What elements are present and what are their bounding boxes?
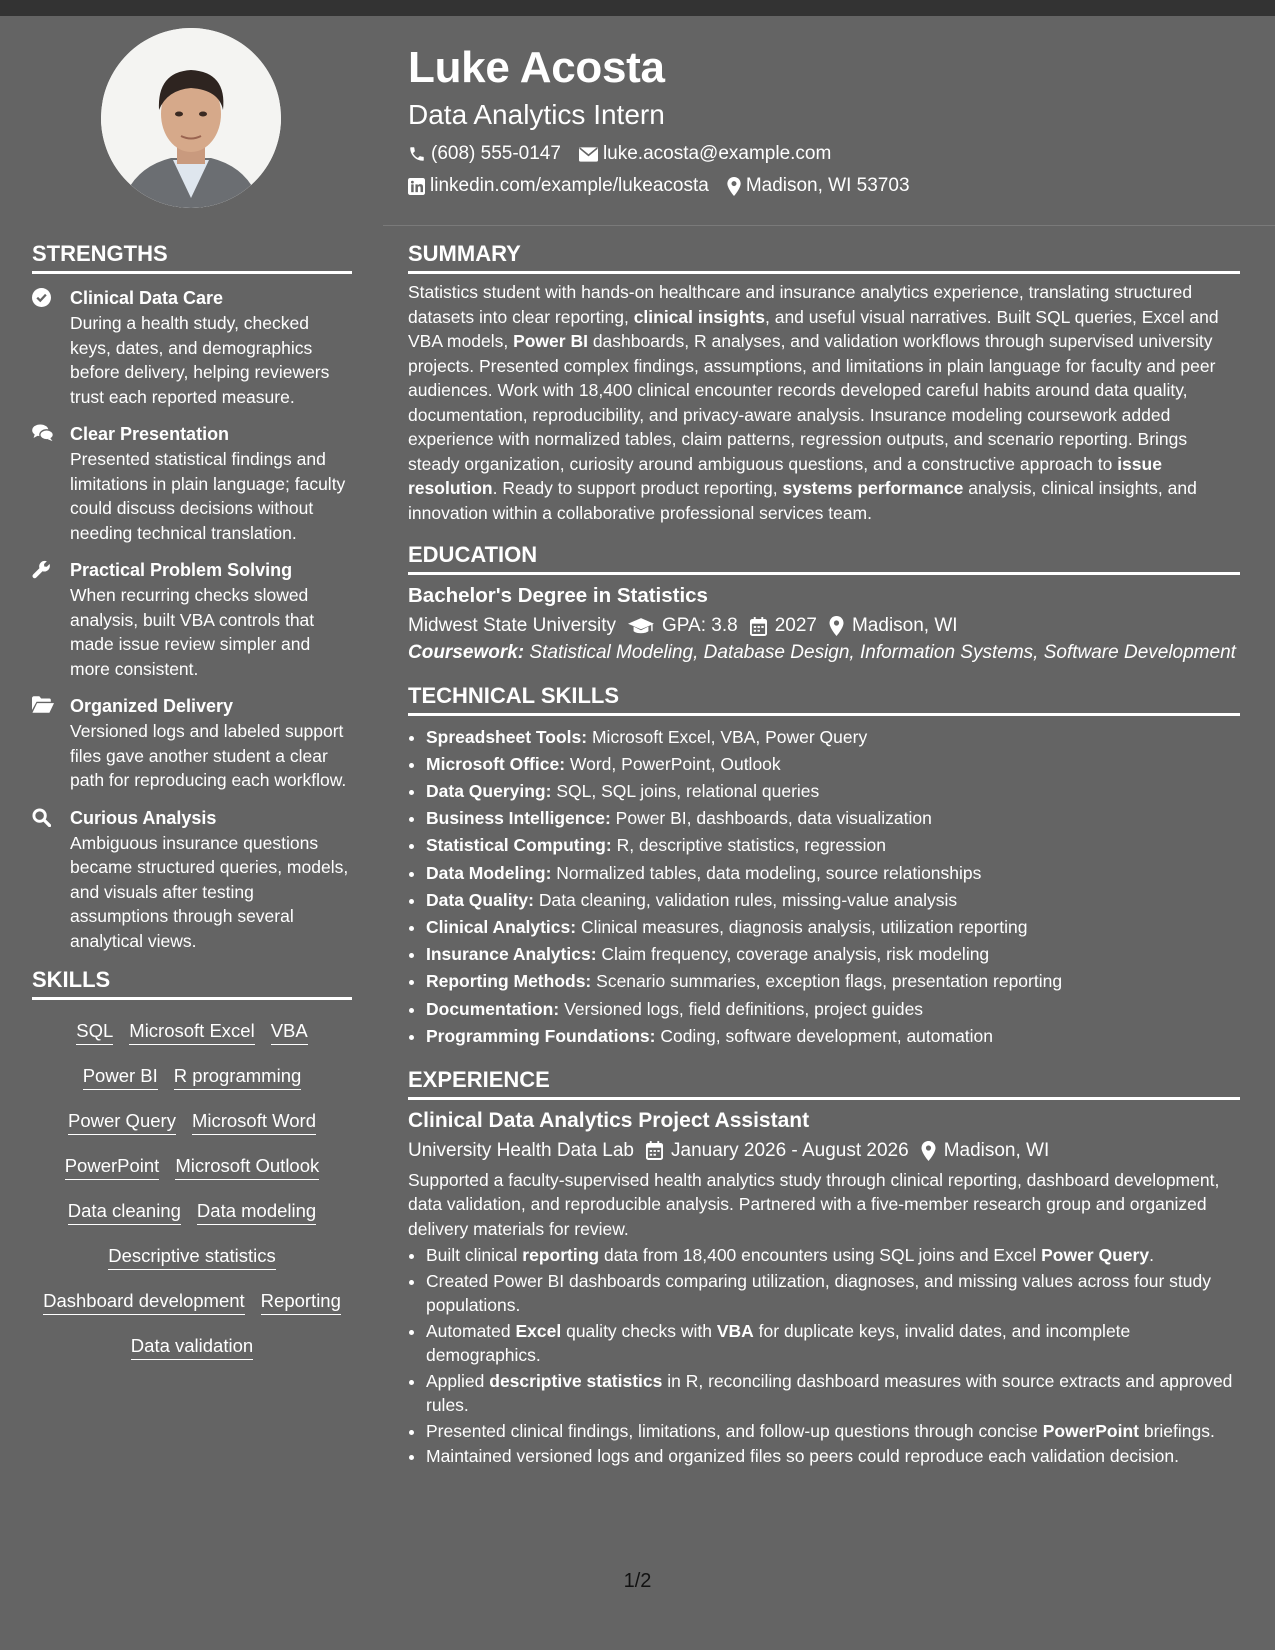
list-item: • Insurance Analytics: Claim frequency, coverage analysis, risk modeling (426, 941, 1240, 968)
list-item: • Built clinical reporting data from 18,400 encounters using SQL joins and Excel Power Query. (426, 1243, 1240, 1268)
calendar-icon (646, 1141, 663, 1160)
strength-desc: Presented statistical findings and limitations in plain language; faculty could discuss decisions without needing technical translation. (70, 449, 346, 543)
coursework-list: Statistical Modeling, Database Design, Information Systems, Software Development (529, 642, 1236, 663)
strength-title: Organized Delivery (70, 696, 234, 716)
strength-title: Practical Problem Solving (70, 560, 293, 580)
contact-row-1 (408, 138, 1238, 170)
summary-part: Statistics student with hands-on healthcare and insurance analytics experience, translating structured datasets into clear reporting, (408, 282, 1193, 327)
year-text: 2027 (774, 615, 817, 636)
strength-item (32, 558, 352, 681)
skill-tag: Reporting (261, 1289, 341, 1315)
skill-tag: Dashboard development (43, 1289, 245, 1315)
email-contact[interactable] (579, 138, 831, 170)
summary-keyword: Power BI (513, 331, 588, 351)
summary-keyword: clinical insights (633, 306, 765, 327)
envelope-icon (579, 147, 598, 162)
job-title: Clinical Data Analytics Project Assistant (408, 1108, 810, 1132)
coursework (408, 641, 1240, 666)
list-item: • Reporting Methods: Scenario summaries, exception flags, presentation reporting (426, 968, 1240, 995)
skills-section (32, 966, 352, 1370)
strength-title: Curious Analysis (70, 807, 217, 828)
search-icon (32, 808, 51, 827)
strength-desc: Ambiguous insurance questions became structured queries, models, and visuals after testing assumptions through several analytical views. (70, 832, 349, 951)
experience-heading: EXPERIENCE (408, 1066, 1240, 1100)
list-item: • Presented clinical findings, limitations, and follow-up questions through concise PowerPoint briefings. (426, 1419, 1240, 1444)
page-number: 1/2 (623, 1570, 652, 1592)
list-item: • Automated Excel quality checks with VBA for duplicate keys, invalid dates, and incomplete demographics. (426, 1319, 1240, 1368)
skill-tag: Microsoft Excel (129, 1019, 254, 1045)
skill-tag: Power BI (83, 1064, 158, 1090)
job-overview: Supported a faculty-supervised health analytics study through clinical reporting, dashboard development, data validation, and reproducible analysis. Partnered with a five-member research group and organized delivery materials for review. (408, 1169, 1220, 1239)
strength-item (32, 694, 352, 793)
chat-bubbles-icon (32, 424, 54, 442)
technical-skills-heading: TECHNICAL SKILLS (408, 682, 1240, 716)
school-text: Midwest State University (408, 615, 617, 636)
degree-title: Bachelor's Degree in Statistics (408, 584, 708, 607)
left-column (32, 240, 352, 1370)
skill-tag: Power Query (68, 1109, 176, 1135)
strengths-section (32, 240, 352, 953)
job-bullets (408, 1243, 1240, 1469)
phone-contact (408, 138, 561, 170)
summary-part: analysis, clinical insights, and innovation within a collaborative professional services team. (408, 478, 1197, 523)
list-item: • Business Intelligence: Power BI, dashboards, data visualization (426, 805, 1240, 832)
skills-heading: SKILLS (32, 966, 352, 1000)
location-text: Madison, WI 53703 (745, 175, 910, 196)
phone-text: (608) 555-0147 (431, 143, 561, 164)
strength-title: Clear Presentation (70, 424, 230, 444)
map-pin-icon (727, 177, 741, 196)
job-location-text: Madison, WI (943, 1139, 1050, 1161)
list-item: • Programming Foundations: Coding, software development, automation (426, 1023, 1240, 1050)
education-section (408, 541, 1240, 666)
strength-item (32, 286, 352, 409)
gpa-item (628, 611, 738, 641)
candidate-name: Luke Acosta (408, 43, 665, 92)
email-text[interactable]: luke.acosta@example.com (602, 143, 832, 164)
strength-desc: When recurring checks slowed analysis, built VBA controls that made issue review simpler and more consistent. (70, 585, 315, 679)
linkedin-icon (408, 178, 425, 195)
skill-tag: Descriptive statistics (108, 1244, 276, 1270)
education-location (829, 611, 958, 641)
avatar (101, 28, 281, 208)
job-dates (646, 1136, 909, 1166)
job-location (921, 1136, 1050, 1166)
phone-icon (408, 145, 426, 163)
skill-tag: Data cleaning (68, 1199, 181, 1225)
job-meta (408, 1136, 1240, 1166)
skill-tag: PowerPoint (65, 1154, 160, 1180)
list-item: • Data Querying: SQL, SQL joins, relational queries (426, 778, 1240, 805)
job-org (408, 1136, 634, 1166)
summary-section (408, 240, 1240, 525)
map-pin-icon (921, 1141, 936, 1161)
summary-keyword: issue resolution (408, 453, 1162, 498)
technical-skills-list (408, 724, 1240, 1050)
strengths-heading: STRENGTHS (32, 240, 352, 274)
education-heading: EDUCATION (408, 541, 1240, 575)
check-circle-icon (32, 288, 51, 307)
strength-desc: During a health study, checked keys, dates, and demographics before delivery, helping reviewers trust each reported measure. (70, 313, 330, 407)
coursework-label: Coursework: (408, 642, 525, 663)
skill-tag: Microsoft Word (192, 1109, 316, 1135)
strength-item (32, 806, 352, 954)
school-name (408, 611, 616, 641)
list-item: • Microsoft Office: Word, PowerPoint, Outlook (426, 751, 1240, 778)
org-text: University Health Data Lab (408, 1139, 634, 1161)
skill-tag: Data modeling (197, 1199, 316, 1225)
dates-text: January 2026 - August 2026 (671, 1139, 909, 1161)
location-contact (727, 170, 910, 202)
list-item: • Documentation: Versioned logs, field definitions, project guides (426, 996, 1240, 1023)
summary-keyword: systems performance (782, 478, 964, 498)
gpa-text: GPA: 3.8 (662, 615, 738, 636)
strength-title: Clinical Data Care (70, 288, 224, 308)
strength-item (32, 422, 352, 545)
list-item: • Created Power BI dashboards comparing utilization, diagnoses, and missing values across four study populations. (426, 1269, 1240, 1318)
education-meta (408, 611, 1240, 641)
map-pin-icon (829, 616, 844, 636)
wrench-icon (32, 560, 51, 579)
summary-part: , and useful visual narratives. Built SQL queries, Excel and VBA models, (408, 306, 1219, 351)
list-item: • Data Modeling: Normalized tables, data modeling, source relationships (426, 860, 1240, 887)
skill-tag: SQL (76, 1019, 113, 1045)
linkedin-text[interactable]: linkedin.com/example/lukeacosta (430, 175, 709, 196)
technical-skills-section (408, 682, 1240, 1050)
resume-header (408, 38, 1238, 202)
right-column (408, 240, 1240, 1485)
top-bar (0, 0, 1275, 16)
summary-part: dashboards, R analyses, and validation workflows through supervised university projects. Presented complex findings, assumptions, and limitations in plain language for faculty and peer audiences. Work with 18,400 clinical encounter records developed careful habits around data quality, documentation, reproducibility, and privacy-aware analysis. Insurance modeling coursework added experience with normalized tables, claim patterns, regression outputs, and scenario reporting. Brings steady organization, curiosity around ambiguous questions, and a constructive approach to (408, 331, 1216, 474)
strengths-list (32, 286, 352, 953)
list-item: • Clinical Analytics: Clinical measures, diagnosis analysis, utilization reporting (426, 914, 1240, 941)
education-location-text: Madison, WI (851, 615, 958, 636)
graduation-cap-icon (628, 618, 654, 635)
skill-tag: Microsoft Outlook (175, 1154, 319, 1180)
list-item: • Statistical Computing: R, descriptive statistics, regression (426, 832, 1240, 859)
list-item: • Maintained versioned logs and organized files so peers could reproduce each validation decision. (426, 1444, 1240, 1469)
summary-part: . Ready to support product reporting, (492, 478, 783, 498)
contact-row-2 (408, 170, 1238, 202)
header-divider (383, 225, 1275, 226)
skill-tag: R programming (174, 1064, 302, 1090)
folder-open-icon (32, 696, 54, 713)
calendar-icon (750, 617, 767, 636)
summary-text (408, 280, 1240, 525)
list-item: • Spreadsheet Tools: Microsoft Excel, VBA, Power Query (426, 724, 1240, 751)
list-item: • Data Quality: Data cleaning, validation rules, missing-value analysis (426, 887, 1240, 914)
skill-tag: VBA (271, 1019, 308, 1045)
experience-section (408, 1066, 1240, 1469)
candidate-title: Data Analytics Intern (408, 99, 665, 130)
skill-tag: Data validation (131, 1334, 253, 1360)
summary-heading: SUMMARY (408, 240, 1240, 274)
list-item: • Applied descriptive statistics in R, reconciling dashboard measures with source extracts and approved rules. (426, 1369, 1240, 1418)
strength-desc: Versioned logs and labeled support files gave another student a clear path for reproducing each workflow. (70, 721, 347, 790)
skills-tag-cloud (32, 1010, 352, 1370)
linkedin-contact[interactable] (408, 170, 709, 202)
year-item (750, 611, 817, 641)
